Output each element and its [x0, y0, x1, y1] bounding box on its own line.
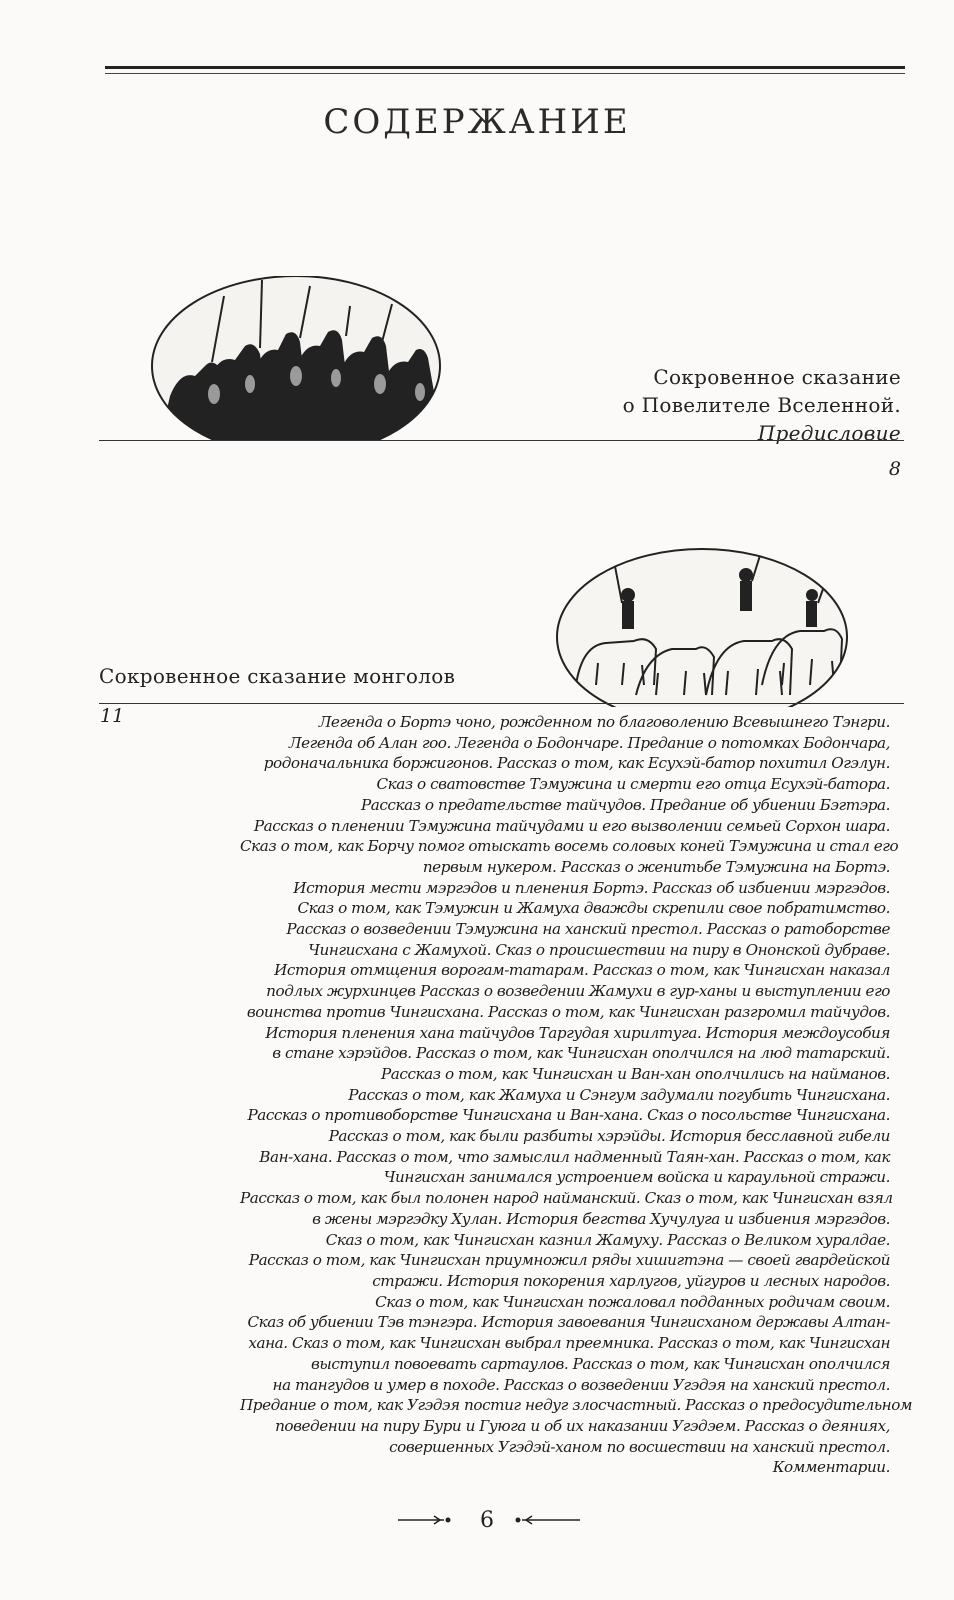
- toc-line: Сказ о том, как Чингисхан казнил Жамуху. Рассказ о Великом хуралдае.: [325, 1230, 890, 1249]
- section-rule: [99, 440, 904, 441]
- section-title-main: Сокровенное сказание монголов: [99, 664, 456, 688]
- section-page-number: 11: [100, 705, 125, 727]
- toc-line: Рассказ о противоборстве Чингисхана и Ван-хана. Сказ о посольстве Чингисхана.: [247, 1106, 890, 1125]
- toc-line: Рассказ о том, как Чингисхан приумножил ряды хишигтэна — своей гвардейской: [248, 1251, 890, 1270]
- toc-line: Сказ о том, как Тэмужин и Жамуха дважды скрепили свое побратимство.: [297, 899, 890, 918]
- toc-line: поведении на пиру Бури и Гуюга и об их наказании Угэдэем. Рассказ о деяниях,: [275, 1416, 890, 1435]
- toc-line: подлых журхинцев Рассказ о возведении Жамухи в гур-ханы и выступлении его: [266, 982, 890, 1001]
- ornament-right-icon: [510, 1508, 580, 1536]
- toc-line: История мести мэргэдов и пленения Бортэ. Рассказ об избиении мэргэдов.: [293, 878, 890, 897]
- section-title-preface: [481, 363, 901, 447]
- toc-line: Рассказ о том, как были разбиты хэрэйды. История бесславной гибели: [328, 1127, 890, 1146]
- toc-line: воинства против Чингисхана. Рассказ о том, как Чингисхан разгромил тайчудов.: [246, 1002, 890, 1021]
- page-number: 6: [480, 1508, 494, 1533]
- toc-line: Чингисхана с Жамухой. Сказ о происшествии на пиру в Ононской дубраве.: [308, 940, 890, 959]
- toc-line: на тангудов и умер в походе. Рассказ о возведении Угэдэя на ханский престол.: [272, 1375, 890, 1394]
- toc-line: совершенных Угэдэй-ханом по восшествии на ханский престол.: [389, 1437, 890, 1456]
- toc-entries: [240, 712, 913, 1478]
- toc-line: в стане хэрэйдов. Рассказ о том, как Чингисхан ополчился на люд татарский.: [272, 1044, 890, 1063]
- toc-line: Рассказ о том, как был полонен народ найманский. Сказ о том, как Чингисхан взял: [240, 1189, 893, 1208]
- toc-line: Сказ о том, как Чингисхан пожаловал подданных родичам своим.: [375, 1292, 890, 1311]
- section-subtitle: Предисловие: [757, 421, 901, 445]
- page-footer: [0, 1508, 954, 1538]
- toc-line: История пленения хана тайчудов Таргудая хирилтуга. История междоусобия: [265, 1023, 890, 1042]
- section-page-number: 8: [888, 458, 901, 480]
- toc-line: Рассказ о возведении Тэмужина на ханский престол. Рассказ о ратоборстве: [286, 920, 890, 939]
- toc-line: Предание о том, как Угэдэя постиг недуг злосчастный. Рассказ о предосудительном: [240, 1396, 913, 1415]
- toc-line: выступил повоевать сартаулов. Рассказ о том, как Чингисхан ополчился: [311, 1354, 890, 1373]
- top-rule-thick: [105, 66, 905, 69]
- toc-line: Ван-хана. Рассказ о том, что замыслил надменный Таян-хан. Рассказ о том, как: [259, 1147, 890, 1166]
- toc-line: Рассказ о предательстве тайчудов. Предание об убиении Бэгтэра.: [361, 795, 890, 814]
- section-title-line: Сокровенное сказание: [653, 365, 901, 389]
- riders-illustration: [556, 545, 848, 707]
- top-rule-thin: [105, 73, 905, 74]
- toc-line: родоначальника боржигонов. Рассказ о том, как Есухэй-батор похитил Огэлун.: [263, 754, 890, 773]
- toc-line: Легенда об Алан гоо. Легенда о Бодончаре. Предание о потомках Бодончара,: [288, 733, 890, 752]
- toc-line: первым нукером. Рассказ о женитьбе Тэмужина на Бортэ.: [422, 857, 890, 876]
- toc-line: хана. Сказ о том, как Чингисхан выбрал преемника. Рассказ о том, как Чингисхан: [248, 1334, 890, 1353]
- toc-line: Сказ о том, как Борчу помог отыскать восемь соловых коней Тэмужина и стал его: [240, 837, 899, 856]
- toc-line: Рассказ о том, как Чингисхан и Ван-хан ополчились на найманов.: [381, 1064, 890, 1083]
- toc-line: Рассказ о пленении Тэмужина тайчудами и его вызволении семьей Сорхон шара.: [253, 816, 890, 835]
- toc-line: Легенда о Бортэ чоно, рожденном по благоволению Всевышнего Тэнгри.: [318, 713, 890, 731]
- toc-line: История отмщения ворогам-татарам. Рассказ о том, как Чингисхан наказал: [274, 961, 890, 980]
- page-title: СОДЕРЖАНИЕ: [323, 102, 631, 142]
- ornament-left-icon: [398, 1508, 456, 1536]
- toc-line: стражи. История покорения харлугов, уйгуров и лесных народов.: [372, 1271, 890, 1290]
- toc-line: в жены мэргэдку Хулан. История бегства Хучулуга и избиения мэргэдов.: [312, 1209, 890, 1228]
- section-title-line: о Повелителе Вселенной.: [622, 393, 901, 417]
- horsemen-illustration: [150, 276, 442, 440]
- toc-line: Комментарии.: [772, 1458, 890, 1477]
- toc-line: Сказ о сватовстве Тэмужина и смерти его отца Есухэй-батора.: [376, 775, 890, 794]
- section-rule: [99, 703, 904, 704]
- toc-line: Сказ об убиении Тэв тэнгэра. История завоевания Чингисханом державы Алтан-: [247, 1313, 890, 1332]
- toc-line: Чингисхан занимался устроением войска и караульной стражи.: [383, 1168, 890, 1187]
- toc-line: Рассказ о том, как Жамуха и Сэнгум задумали погубить Чингисхана.: [348, 1085, 890, 1104]
